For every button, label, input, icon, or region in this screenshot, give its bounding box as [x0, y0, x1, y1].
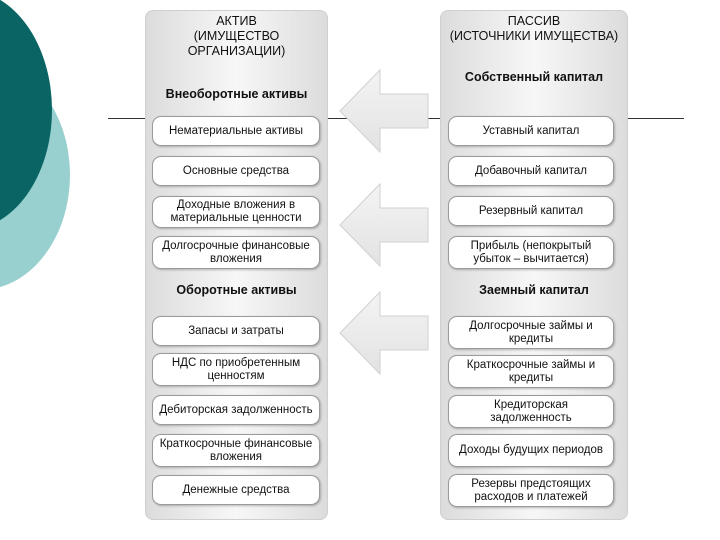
- asset-box: Основные средства: [152, 156, 320, 186]
- liability-box: Доходы будущих периодов: [448, 434, 614, 467]
- liability-box: Краткосрочные займы и кредиты: [448, 355, 614, 388]
- liability-box: Кредиторская задолженность: [448, 395, 614, 428]
- liabilities-section1-heading: Собственный капитал: [464, 70, 604, 84]
- assets-section1-heading: Внеоборотные активы: [165, 87, 308, 101]
- liability-box: Добавочный капитал: [448, 156, 614, 186]
- asset-box: Долгосрочные финансовые вложения: [152, 236, 320, 269]
- asset-box: Краткосрочные финансовые вложения: [152, 434, 320, 467]
- liabilities-title: [440, 14, 628, 44]
- asset-box: Дебиторская задолженность: [152, 395, 320, 425]
- liability-box: Резервы предстоящих расходов и платежей: [448, 474, 614, 507]
- divider-line-left: [108, 118, 148, 119]
- assets-title-line3: ОРГАНИЗАЦИИ): [187, 44, 286, 58]
- liability-box: Долгосрочные займы и кредиты: [448, 316, 614, 349]
- asset-box: Запасы и затраты: [152, 316, 320, 346]
- asset-box: Нематериальные активы: [152, 116, 320, 146]
- asset-box: НДС по приобретенным ценностям: [152, 353, 320, 386]
- liabilities-section2-heading: Заемный капитал: [479, 283, 589, 297]
- arrow-left-icon: [338, 68, 430, 154]
- liabilities-title-line2: (ИСТОЧНИКИ ИМУЩЕСТВА): [449, 29, 619, 43]
- assets-section2-heading: Оборотные активы: [176, 283, 297, 297]
- assets-title-line1: АКТИВ: [216, 14, 257, 28]
- arrow-left-icon: [338, 182, 430, 268]
- liability-box: Прибыль (непокрытый убыток – вычитается): [448, 236, 614, 269]
- assets-title-line2: (ИМУЩЕСТВО: [193, 29, 280, 43]
- asset-box: Доходные вложения в материальные ценности: [152, 196, 320, 228]
- asset-box: Денежные средства: [152, 475, 320, 505]
- liabilities-title-line1: ПАССИВ: [507, 14, 561, 28]
- arrow-left-icon: [338, 290, 430, 376]
- liability-box: Резервный капитал: [448, 196, 614, 226]
- divider-line-right: [628, 118, 684, 119]
- assets-title: [145, 14, 328, 59]
- liability-box: Уставный капитал: [448, 116, 614, 146]
